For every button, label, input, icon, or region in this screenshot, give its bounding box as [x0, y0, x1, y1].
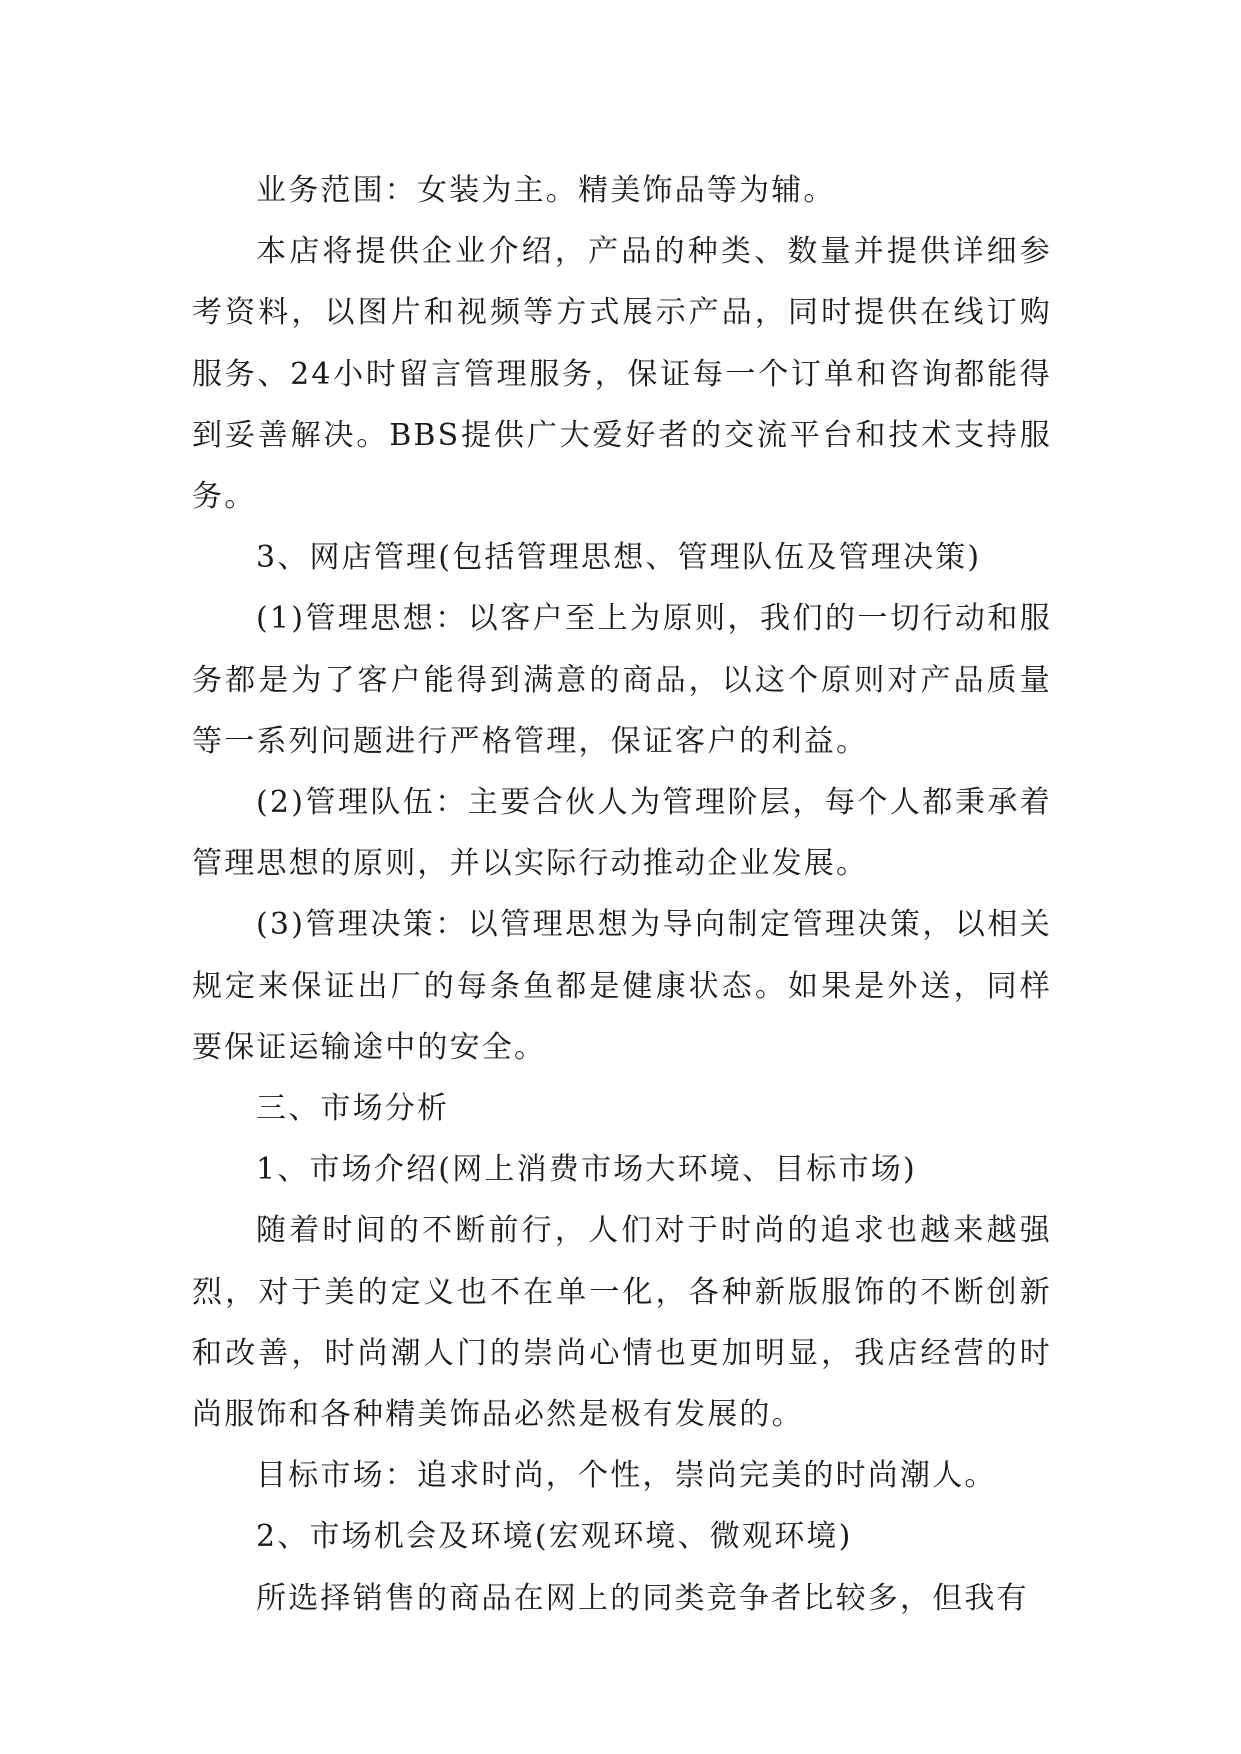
paragraph-business-scope: 业务范围：女装为主。精美饰品等为辅。 [256, 173, 836, 208]
heading-market-opportunity: 2、市场机会及环境(宏观环境、微观环境) [256, 1519, 853, 1555]
paragraph-management-team: (2)管理队伍：主要合伙人为管理阶层，每个人都秉承着管理思想的原则，并以实际行动推动企业发展。 [192, 785, 1052, 882]
paragraph-store-services: 本店将提供企业介绍，产品的种类、数量并提供详细参考资料，以图片和视频等方式展示产品，同时提供在线订购服务、24小时留言管理服务，保证每一个订单和咨询都能得到妥善解决。BBS提供广大爱好者的交流平台和技术支持服务。 [192, 234, 1052, 515]
heading-store-management: 3、网店管理(包括管理思想、管理队伍及管理决策) [256, 540, 982, 576]
paragraph-management-philosophy: (1)管理思想：以客户至上为原则，我们的一切行动和服务都是为了客户能得到满意的商品，以这个原则对产品质量等一系列问题进行严格管理，保证客户的利益。 [192, 601, 1052, 759]
paragraph-market-trend: 随着时间的不断前行，人们对于时尚的追求也越来越强烈，对于美的定义也不在单一化，各种新版服饰的不断创新和改善，时尚潮人门的崇尚心情也更加明显，我店经营的时尚服饰和各种精美饰品必然是极有发展的。 [192, 1213, 1052, 1433]
paragraph-target-market: 目标市场：追求时尚，个性，崇尚完美的时尚潮人。 [256, 1458, 997, 1494]
heading-market-analysis: 三、市场分析 [256, 1091, 450, 1127]
paragraph-management-decisions: (3)管理决策：以管理思想为导向制定管理决策，以相关规定来保证出厂的每条鱼都是健康状态。如果是外送，同样要保证运输途中的安全。 [192, 907, 1052, 1065]
heading-market-introduction: 1、市场介绍(网上消费市场大环境、目标市场) [256, 1152, 917, 1188]
paragraph-competition: 所选择销售的商品在网上的同类竞争者比较多，但我有 [256, 1580, 1029, 1616]
document-body [192, 160, 1052, 1629]
